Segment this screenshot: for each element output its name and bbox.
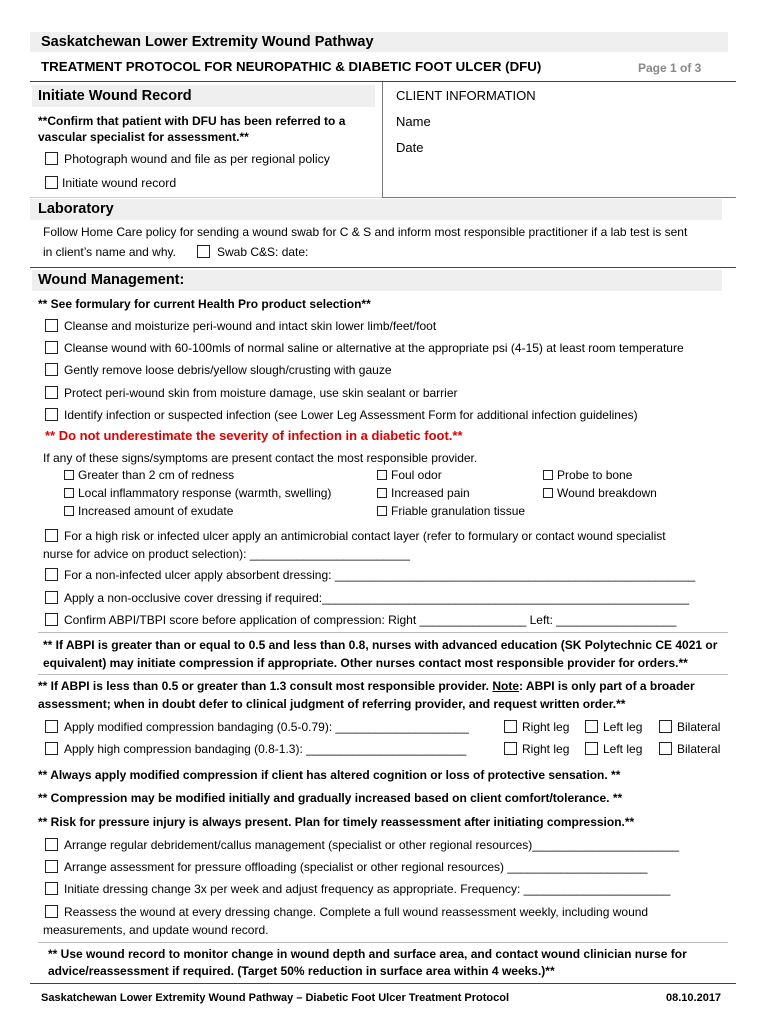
dressing-change-checkbox[interactable]: [45, 882, 58, 895]
remove-debris-checkbox[interactable]: [45, 363, 58, 376]
confirm-referral-line1: **Confirm that patient with DFU has been referred to a: [38, 114, 346, 128]
foul-odor-label: Foul odor: [391, 468, 442, 482]
increased-pain-label: Increased pain: [391, 486, 470, 500]
friable-tissue-checkbox[interactable]: [377, 506, 387, 516]
lab-heading: Laboratory: [38, 201, 114, 217]
wound-heading: Wound Management:: [38, 272, 185, 288]
cleanse-moisturize-checkbox[interactable]: [45, 319, 58, 332]
high-right-leg-checkbox[interactable]: [504, 742, 517, 755]
protect-skin-label: Protect peri-wound skin from moisture damage, use skin sealant or barrier: [64, 386, 458, 400]
reassess-line2: measurements, and update wound record.: [43, 923, 269, 937]
exudate-label: Increased amount of exudate: [78, 504, 234, 518]
abpi-note2-line2: assessment; when in doubt defer to clinical judgment of referring provider, and request written order.**: [38, 697, 626, 711]
foul-odor-checkbox[interactable]: [377, 470, 387, 480]
lab-policy-line2: in client’s name and why.: [43, 245, 176, 259]
increased-pain-checkbox[interactable]: [377, 488, 387, 498]
modified-right-leg-checkbox[interactable]: [504, 720, 517, 733]
exudate-checkbox[interactable]: [64, 506, 74, 516]
nonocclusive-checkbox[interactable]: [45, 591, 58, 604]
wound-breakdown-label: Wound breakdown: [557, 486, 657, 500]
initiate-record-label: Initiate wound record: [62, 176, 177, 190]
abpi-note2-part-b: : ABPI is only part of a broader: [519, 679, 695, 693]
footer-title: Saskatchewan Lower Extremity Wound Pathway – Diabetic Foot Ulcer Treatment Protocol: [41, 992, 510, 1004]
redness-label: Greater than 2 cm of redness: [78, 468, 235, 482]
remove-debris-label: Gently remove loose debris/yellow slough/crusting with gauze: [64, 363, 392, 377]
modified-right-leg-label: Right leg: [522, 720, 570, 734]
client-name-label: Name: [396, 114, 431, 129]
swab-label: Swab C&S: date:: [217, 245, 309, 259]
compression-modified-note: ** Compression may be modified initially and gradually increased based on client comfort/tolerance. **: [38, 791, 623, 805]
modified-left-leg-label: Left leg: [603, 720, 643, 734]
wound-bottom-border: [30, 983, 736, 984]
photograph-checkbox[interactable]: [45, 152, 58, 165]
abpi-note-top: [38, 632, 728, 633]
client-bottom: [382, 197, 736, 198]
offloading-checkbox[interactable]: [45, 860, 58, 873]
high-compression-checkbox[interactable]: [45, 742, 58, 755]
dressing-change-label: Initiate dressing change 3x per week and adjust frequency as appropriate. Frequency: ______________________: [64, 882, 671, 896]
inflammatory-checkbox[interactable]: [64, 488, 74, 498]
abpi-note1-line1: ** If ABPI is greater than or equal to 0.5 and less than 0.8, nurses with advanced education (SK Polytechnic CE 4021 or: [43, 638, 718, 652]
absorbent-dressing-label: For a non-infected ulcer apply absorbent dressing: ______________________________________________________: [64, 568, 696, 582]
abpi-note2-note: Note: [492, 679, 520, 693]
top-border: [30, 81, 736, 82]
modified-left-leg-checkbox[interactable]: [585, 720, 598, 733]
abpi-note2-part-a: ** If ABPI is less than 0.5 or greater than 1.3 consult most responsible provider.: [38, 679, 493, 693]
abpi-note2-line1: [38, 678, 695, 694]
wound-breakdown-checkbox[interactable]: [543, 488, 553, 498]
signs-intro: If any of these signs/symptoms are present contact the most responsible provider.: [43, 451, 478, 465]
confirm-referral-line2: vascular specialist for assessment.**: [38, 130, 249, 144]
antimicrobial-checkbox[interactable]: [45, 529, 58, 542]
initiate-record-checkbox[interactable]: [45, 176, 58, 189]
modified-bilateral-checkbox[interactable]: [659, 720, 672, 733]
abpi-label: Confirm ABPI/TBPI score before application of compression: Right ________________ Left: __________________: [64, 613, 677, 627]
photograph-label: Photograph wound and file as per regional policy: [64, 152, 330, 166]
use-record-line1: ** Use wound record to monitor change in wound depth and surface area, and contact wound clinician nurse for: [48, 947, 687, 961]
page-number: Page 1 of 3: [638, 61, 702, 75]
infection-warning: ** Do not underestimate the severity of infection in a diabetic foot.**: [45, 428, 463, 443]
wound-top-border: [30, 267, 736, 268]
absorbent-dressing-checkbox[interactable]: [45, 568, 58, 581]
modified-compression-label: Apply modified compression bandaging (0.5-0.79): ____________________: [64, 720, 469, 734]
client-divider: [382, 82, 383, 198]
probe-bone-checkbox[interactable]: [543, 470, 553, 480]
swab-checkbox[interactable]: [197, 245, 210, 258]
debridement-label: Arrange regular debridement/callus management (specialist or other regional resources)______________________: [64, 838, 680, 852]
high-left-leg-checkbox[interactable]: [585, 742, 598, 755]
footer-date: 08.10.2017: [666, 992, 722, 1004]
antimicrobial-line1: For a high risk or infected ulcer apply an antimicrobial contact layer (refer to formulary or contact wound specialist: [64, 529, 666, 543]
cleanse-saline-checkbox[interactable]: [45, 341, 58, 354]
cleanse-moisturize-label: Cleanse and moisturize peri-wound and intact skin lower limb/feet/foot: [64, 319, 437, 333]
protect-skin-checkbox[interactable]: [45, 386, 58, 399]
identify-infection-checkbox[interactable]: [45, 408, 58, 421]
initiate-bottom: [30, 197, 382, 198]
abpi-note1-line2: equivalent) may initiate compression if appropriate. Other nurses contact most responsible provider for orders.**: [43, 656, 688, 670]
pathway-title: Saskatchewan Lower Extremity Wound Pathway: [41, 34, 374, 50]
nonocclusive-label: Apply a non-occlusive cover dressing if required:_______________________________________________________: [64, 591, 690, 605]
reassess-checkbox[interactable]: [45, 905, 58, 918]
lab-policy-line1: Follow Home Care policy for sending a wound swab for C & S and inform most responsible practitioner if a lab test is sent: [43, 225, 688, 239]
debridement-checkbox[interactable]: [45, 838, 58, 851]
probe-bone-label: Probe to bone: [557, 468, 633, 482]
high-right-leg-label: Right leg: [522, 742, 570, 756]
offloading-label: Arrange assessment for pressure offloading (specialist or other regional resources) _____________________: [64, 860, 648, 874]
antimicrobial-line2: nurse for advice on product selection): ________________________: [43, 547, 410, 561]
formulary-note: ** See formulary for current Health Pro product selection**: [38, 297, 371, 311]
client-info-heading: CLIENT INFORMATION: [396, 88, 536, 103]
reassess-line1: Reassess the wound at every dressing change. Complete a full wound reassessment weekly, including wound: [64, 905, 649, 919]
use-record-line2: advice/reassessment if required. (Target 50% reduction in surface area within 4 weeks.)**: [48, 964, 555, 978]
redness-checkbox[interactable]: [64, 470, 74, 480]
modified-compression-checkbox[interactable]: [45, 720, 58, 733]
initiate-heading: Initiate Wound Record: [38, 88, 192, 104]
abpi-checkbox[interactable]: [45, 613, 58, 626]
high-left-leg-label: Left leg: [603, 742, 643, 756]
record-note-top: [38, 942, 728, 943]
identify-infection-label: Identify infection or suspected infection (see Lower Leg Assessment Form for additional infection guidelines): [64, 408, 638, 422]
cleanse-saline-label: Cleanse wound with 60-100mls of normal saline or alternative at the appropriate psi (4-15) at least room temperature: [64, 341, 684, 355]
high-bilateral-label: Bilateral: [677, 742, 721, 756]
friable-tissue-label: Friable granulation tissue: [391, 504, 526, 518]
modified-bilateral-label: Bilateral: [677, 720, 721, 734]
client-date-label: Date: [396, 140, 424, 155]
always-modified-note: ** Always apply modified compression if client has altered cognition or loss of protective sensation. **: [38, 768, 621, 782]
high-compression-label: Apply high compression bandaging (0.8-1.3): ________________________: [64, 742, 467, 756]
pressure-risk-note: ** Risk for pressure injury is always present. Plan for timely reassessment after initiating compression.**: [38, 815, 635, 829]
high-bilateral-checkbox[interactable]: [659, 742, 672, 755]
abpi-note-bottom: [38, 674, 728, 675]
protocol-title: TREATMENT PROTOCOL FOR NEUROPATHIC & DIABETIC FOOT ULCER (DFU): [41, 59, 542, 74]
lab-heading-bar: [30, 199, 722, 220]
inflammatory-label: Local inflammatory response (warmth, swelling): [78, 486, 332, 500]
